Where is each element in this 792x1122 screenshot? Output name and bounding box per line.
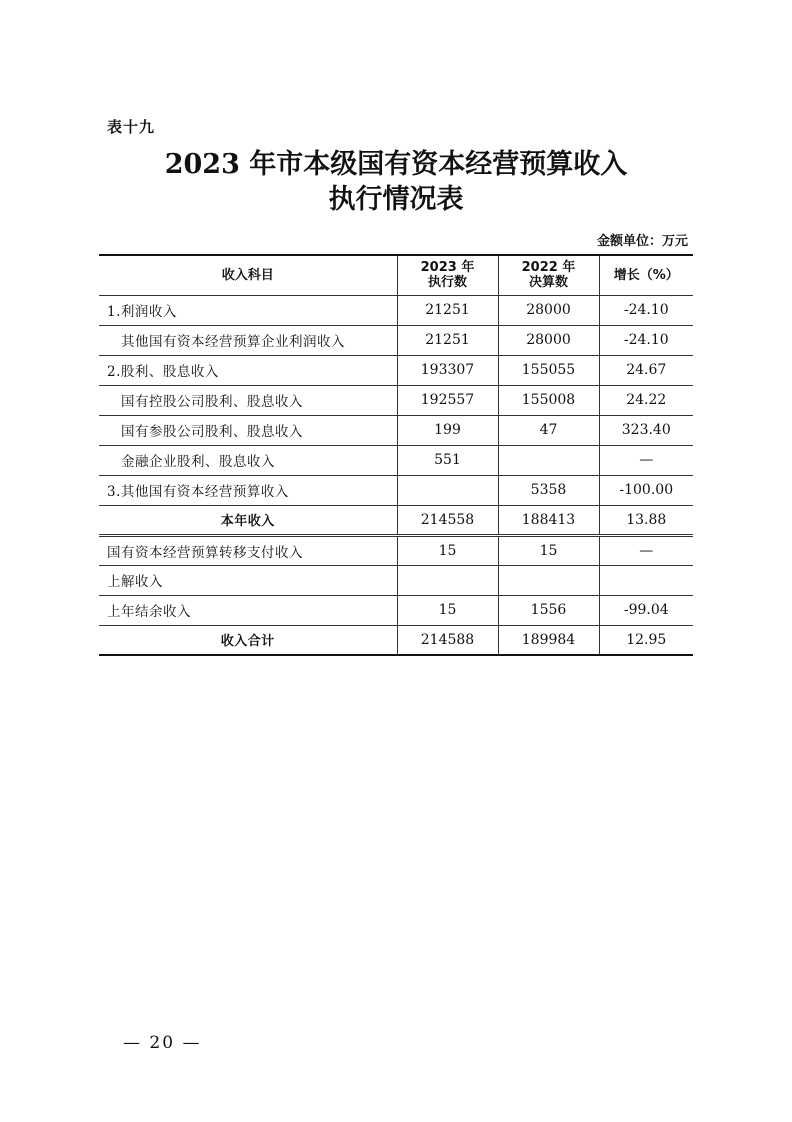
row-2022: 15 — [498, 535, 599, 565]
row-growth: -100.00 — [599, 475, 693, 505]
row-growth: 12.95 — [599, 625, 693, 655]
row-growth: 323.40 — [599, 415, 693, 445]
table-row — [99, 475, 693, 505]
table-row — [99, 415, 693, 445]
table-number: 表十九 — [107, 118, 156, 136]
row-2023 — [397, 475, 498, 505]
header-item: 收入科目 — [99, 255, 397, 295]
table-row — [99, 325, 693, 355]
row-2023: 192557 — [397, 385, 498, 415]
row-growth — [599, 565, 693, 595]
row-item: 收入合计 — [99, 625, 397, 655]
row-2023: 199 — [397, 415, 498, 445]
header-2023-year: 2023 年 — [420, 260, 475, 276]
page-number: — 20 — — [123, 1033, 202, 1053]
row-2022: 5358 — [498, 475, 599, 505]
row-2022: 1556 — [498, 595, 599, 625]
row-2023 — [397, 565, 498, 595]
row-item: 国有资本经营预算转移支付收入 — [99, 535, 397, 565]
row-item: 上年结余收入 — [99, 595, 397, 625]
header-growth: 增长（%） — [599, 255, 693, 295]
amount-unit: 金额单位：万元 — [596, 234, 688, 249]
page-subtitle: 执行情况表 — [328, 184, 464, 215]
row-2023: 15 — [397, 595, 498, 625]
row-item: 其他国有资本经营预算企业利润收入 — [99, 325, 397, 355]
row-2022: 188413 — [498, 505, 599, 535]
table-row-subtotal — [99, 505, 693, 535]
row-item: 国有控股公司股利、股息收入 — [99, 385, 397, 415]
row-item: 本年收入 — [99, 505, 397, 535]
row-item: 3.其他国有资本经营预算收入 — [99, 475, 397, 505]
table-row-total — [99, 625, 693, 655]
row-item: 上解收入 — [99, 565, 397, 595]
row-2023: 214588 — [397, 625, 498, 655]
table-row — [99, 355, 693, 385]
table-row — [99, 445, 693, 475]
table-row — [99, 595, 693, 625]
row-2023: 21251 — [397, 295, 498, 325]
page-title: 2023 年市本级国有资本经营预算收入 — [164, 149, 628, 180]
row-growth: — — [599, 535, 693, 565]
row-item: 2.股利、股息收入 — [99, 355, 397, 385]
row-2023: 193307 — [397, 355, 498, 385]
table-header-row — [99, 255, 693, 295]
row-2022: 189984 — [498, 625, 599, 655]
row-2023: 15 — [397, 535, 498, 565]
row-2022 — [498, 445, 599, 475]
row-growth: 24.67 — [599, 355, 693, 385]
row-growth: -99.04 — [599, 595, 693, 625]
row-growth: 24.22 — [599, 385, 693, 415]
row-2022 — [498, 565, 599, 595]
header-2022-year: 2022 年 — [521, 260, 576, 276]
row-2022: 28000 — [498, 295, 599, 325]
row-item: 1.利润收入 — [99, 295, 397, 325]
revenue-table — [99, 254, 693, 656]
row-2022: 28000 — [498, 325, 599, 355]
table-row — [99, 295, 693, 325]
row-2022: 47 — [498, 415, 599, 445]
table-row — [99, 385, 693, 415]
row-growth: 13.88 — [599, 505, 693, 535]
table-row — [99, 565, 693, 595]
header-2023 — [397, 255, 498, 295]
header-2022-label: 决算数 — [528, 275, 568, 291]
row-2023: 551 — [397, 445, 498, 475]
row-2022: 155008 — [498, 385, 599, 415]
row-2023: 214558 — [397, 505, 498, 535]
header-2023-label: 执行数 — [427, 275, 467, 291]
table-row — [99, 535, 693, 565]
row-growth: — — [599, 445, 693, 475]
row-item: 国有参股公司股利、股息收入 — [99, 415, 397, 445]
row-2022: 155055 — [498, 355, 599, 385]
row-2023: 21251 — [397, 325, 498, 355]
row-item: 金融企业股利、股息收入 — [99, 445, 397, 475]
row-growth: -24.10 — [599, 325, 693, 355]
header-2022 — [498, 255, 599, 295]
row-growth: -24.10 — [599, 295, 693, 325]
